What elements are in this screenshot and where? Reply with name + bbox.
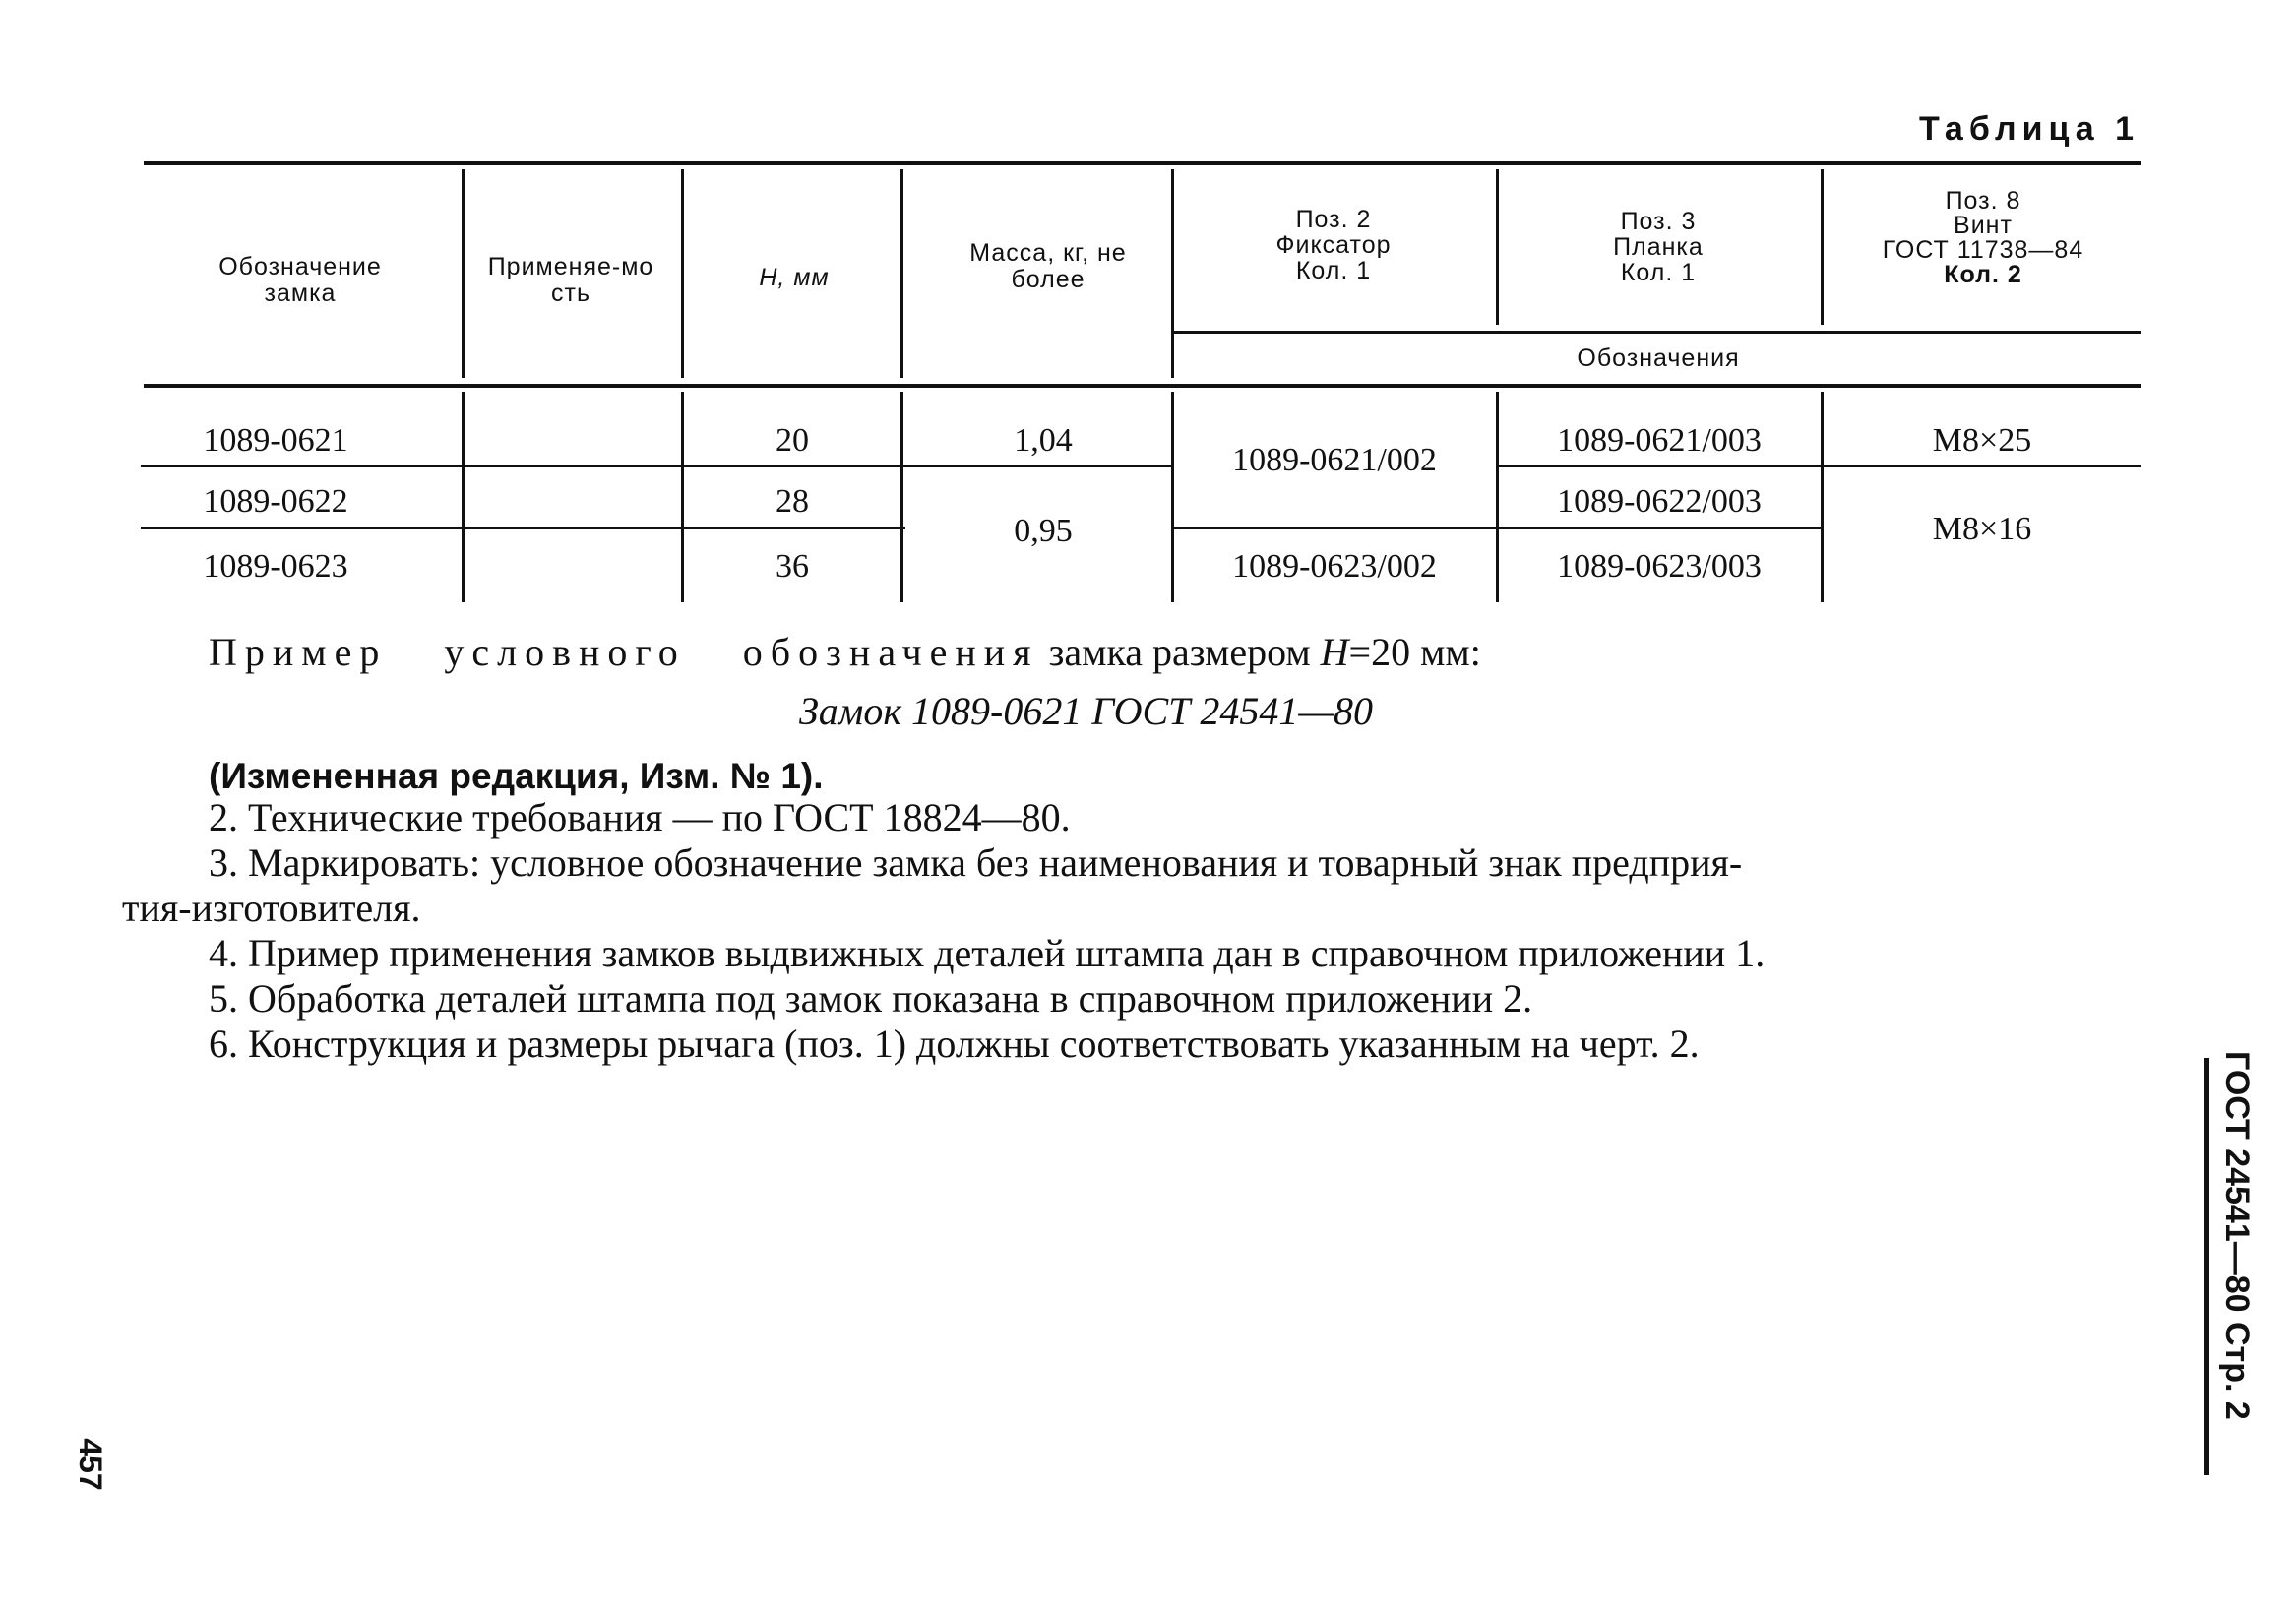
item-4: 4. Пример применения замков выдвижных деталей штампа дан в справочном приложении 1. [209, 931, 1766, 975]
header-pos3-line: Планка [1613, 233, 1704, 261]
body-divider [462, 392, 465, 602]
cell-h-row1: 20 [776, 422, 809, 459]
header-pos3-line: Кол. 1 [1620, 259, 1697, 286]
cell-pos8-rows2-3: M8×16 [1932, 511, 2032, 547]
header-applicability: Применяе-мость [487, 253, 654, 307]
cell-code-row1: 1089-0621 [203, 422, 348, 459]
row-rule-1-designation [141, 465, 1171, 467]
table-caption: Таблица 1 [1919, 110, 2141, 148]
header-pos8-line: ГОСТ 11738—84 [1882, 236, 2084, 264]
header-pos3 [1516, 209, 1801, 285]
header-pos2 [1191, 207, 1476, 283]
item-2: 2. Технические требования — по ГОСТ 18824—80. [209, 795, 1071, 839]
example-designation: Замок 1089-0621 ГОСТ 24541—80 [799, 689, 1373, 733]
example-lead: Пример условного обозначения [209, 630, 1039, 674]
header-designation: Обозначение замка [218, 253, 382, 307]
cell-pos3-row1: 1089-0621/003 [1557, 422, 1762, 459]
cell-applicability-row3 [467, 547, 678, 587]
item-3: 3. Маркировать: условное обозначение замка без наименования и товарный знак предприя- [209, 840, 1743, 885]
example-line [209, 630, 1481, 675]
side-header-rule [2204, 1058, 2209, 1475]
header-pos2-line: Поз. 2 [1295, 206, 1372, 233]
row-rule-1-pos3 [1496, 465, 2141, 467]
row-rule-2-designation [141, 527, 905, 529]
cell-code-row3: 1089-0623 [203, 548, 348, 585]
table-top-rule [144, 161, 2141, 165]
header-pos8-line: Поз. 8 [1945, 187, 2021, 215]
side-header: ГОСТ 24541—80 Стр. 2 [2218, 1051, 2256, 1420]
header-divider [1821, 169, 1824, 325]
page-number: 457 [73, 1438, 108, 1491]
header-designations: Обозначения [1577, 343, 1740, 372]
cell-mass-rows2-3: 0,95 [1014, 513, 1073, 549]
header-divider [1171, 169, 1174, 378]
example-rest: замка размером [1048, 630, 1311, 674]
cell-applicability-row1 [467, 421, 678, 461]
header-divider [681, 169, 684, 378]
item-3-continuation: тия-изготовителя. [122, 886, 421, 930]
header-bottom-rule [144, 384, 2141, 388]
cell-pos2-row3: 1089-0623/002 [1232, 548, 1437, 585]
header-pos2-line: Фиксатор [1275, 231, 1392, 259]
header-divider [1496, 169, 1499, 325]
header-pos8-line: Кол. 2 [1944, 261, 2022, 288]
header-mass: Масса, кг, не более [969, 239, 1127, 293]
body-divider [900, 392, 903, 602]
cell-pos2-rows1-2: 1089-0621/002 [1232, 442, 1437, 478]
header-pos2-line: Кол. 1 [1295, 257, 1372, 284]
subheader-rule [1171, 331, 2141, 334]
header-h-mm: H, мм [759, 263, 830, 291]
body-divider [1496, 392, 1499, 602]
item-5: 5. Обработка деталей штампа под замок показана в справочном приложении 2. [209, 976, 1533, 1021]
item-6: 6. Конструкция и размеры рычага (поз. 1) должны соответствовать указанным на черт. 2. [209, 1022, 1700, 1066]
cell-applicability-row2 [467, 482, 678, 522]
example-h-value: =20 мм: [1348, 630, 1481, 674]
body-divider [1821, 392, 1824, 602]
example-h-var: H [1320, 630, 1349, 674]
cell-h-row2: 28 [776, 483, 809, 520]
cell-code-row2: 1089-0622 [203, 483, 348, 520]
amendment-note: (Измененная редакция, Изм. № 1). [209, 756, 824, 796]
cell-pos8-row1: M8×25 [1932, 422, 2032, 459]
header-pos8 [1840, 189, 2126, 287]
cell-h-row3: 36 [776, 548, 809, 585]
header-pos3-line: Поз. 3 [1620, 208, 1697, 235]
cell-mass-row1: 1,04 [1014, 422, 1073, 459]
header-divider [900, 169, 903, 378]
body-divider [1171, 392, 1174, 602]
cell-pos3-row2: 1089-0622/003 [1557, 483, 1762, 520]
header-pos8-line: Винт [1954, 212, 2013, 239]
body-divider [681, 392, 684, 602]
cell-pos3-row3: 1089-0623/003 [1557, 548, 1762, 585]
header-divider [462, 169, 465, 378]
